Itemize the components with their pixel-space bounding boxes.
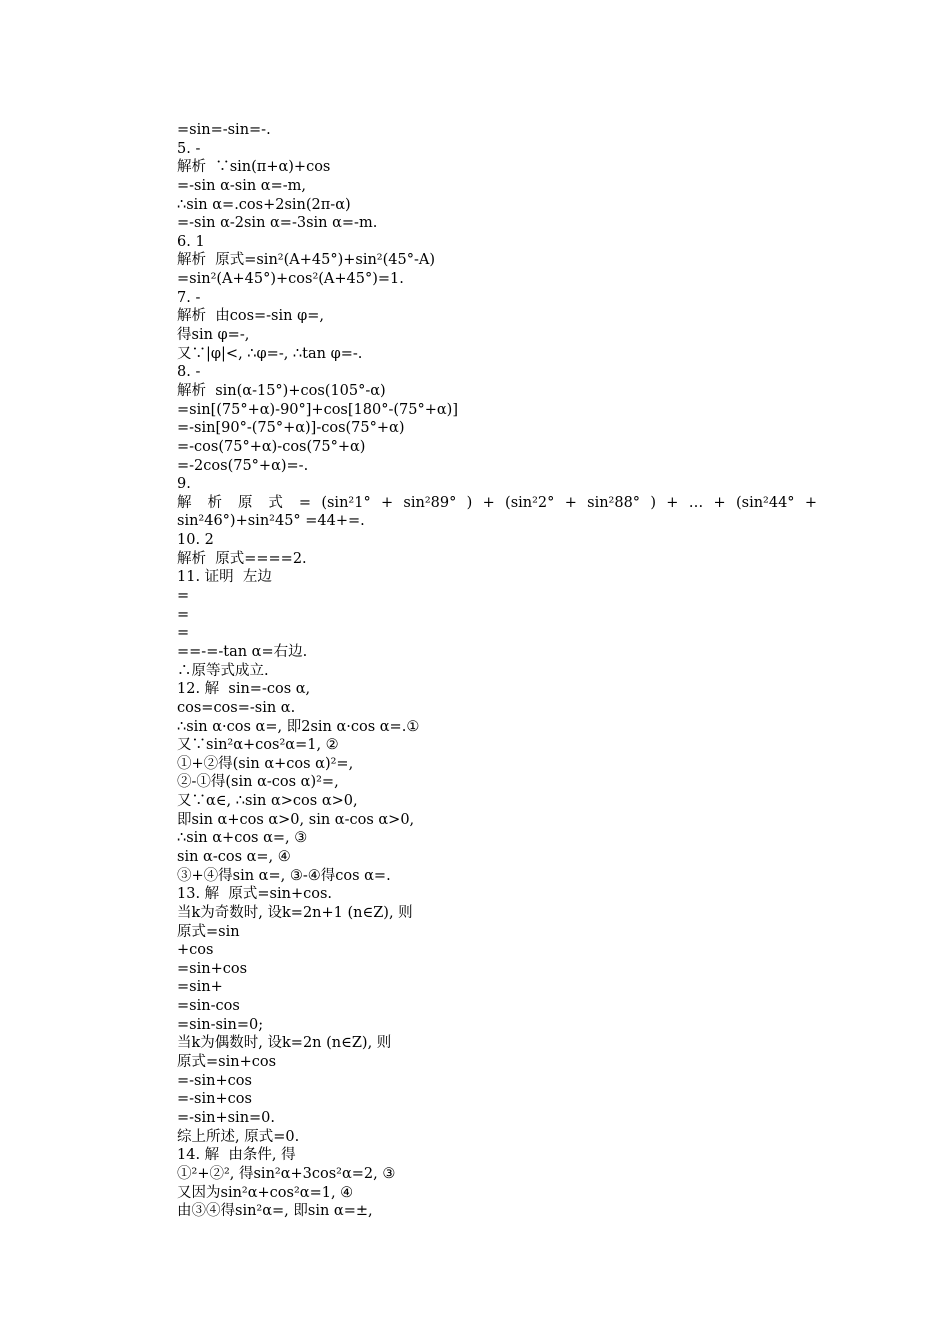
text-line: =-cos(75°+α)-cos(75°+α) (177, 438, 366, 455)
text-line: 5. - (177, 140, 201, 157)
text-line: cos=cos=-sin α. (177, 699, 296, 716)
text-line: =-sin+cos (177, 1072, 252, 1089)
text-line: 又∵α∈, ∴sin α>cos α>0, (177, 793, 358, 810)
text-line: =-sin α-sin α=-m, (177, 177, 306, 194)
text-line: ∴sin α=.cos+2sin(2π-α) (177, 196, 351, 213)
answer-sheet-page (177, 121, 817, 1221)
text-line: =sin-cos (177, 998, 240, 1015)
text-line: ②-①得(sin α-cos α)²=, (177, 774, 339, 791)
text-line: 又因为sin²α+cos²α=1, ④ (177, 1184, 354, 1201)
text-line: =sin=-sin=-. (177, 122, 271, 138)
text-line: sin α-cos α=, ④ (177, 848, 291, 865)
text-line: ∴原等式成立. (177, 662, 269, 679)
text-line: ∴sin α·cos α=, 即2sin α·cos α=.① (177, 718, 420, 735)
text-line: ①²+②², 得sin²α+3cos²α=2, ③ (177, 1165, 396, 1182)
text-line: ③+④得sin α=, ③-④得cos α=. (177, 867, 391, 884)
text-line: =sin²(A+45°)+cos²(A+45°)=1. (177, 271, 404, 288)
text-line: 13. 解 原式=sin+cos. (177, 886, 333, 903)
text-line: =sin+ (177, 979, 223, 996)
text-line: =-2cos(75°+α)=-. (177, 457, 309, 474)
text-line: =sin+cos (177, 960, 248, 977)
text-line: 又∵|φ|<, ∴φ=-, ∴tan φ=-. (177, 345, 363, 362)
text-line: 当k为偶数时, 设k=2n (n∈Z), 则 (177, 1035, 392, 1052)
text-line: ①+②得(sin α+cos α)²=, (177, 755, 354, 772)
text-line-justified: 解 析 原 式 = (sin²1° + sin²89° ) + (sin²2° + sin²88° ) + … + (sin²44° + (177, 494, 817, 511)
text-line: 解析 ∵sin(π+α)+cos (177, 159, 331, 176)
text-line: =-sin[90°-(75°+α)]-cos(75°+α) (177, 420, 405, 437)
text-line: 解析 原式=sin²(A+45°)+sin²(45°-A) (177, 252, 435, 269)
text-line: 原式=sin+cos (177, 1054, 277, 1071)
text-line: 由③④得sin²α=, 即sin α=±, (177, 1203, 373, 1220)
text-line: ∴sin α+cos α=, ③ (177, 830, 308, 847)
text-line: 9. (177, 476, 191, 493)
text-line: 8. - (177, 364, 201, 381)
text-line: 又∵sin²α+cos²α=1, ② (177, 737, 339, 754)
text-line: 解析 原式====2. (177, 550, 307, 567)
text-line: 解析 sin(α-15°)+cos(105°-α) (177, 382, 386, 399)
text-line: 原式=sin (177, 923, 240, 940)
text-line: =-sin α-2sin α=-3sin α=-m. (177, 215, 378, 232)
text-line: =-sin+sin=0. (177, 1109, 276, 1126)
text-line: 得sin φ=-, (177, 327, 250, 344)
text-line: 12. 解 sin=-cos α, (177, 681, 311, 698)
text-line: +cos (177, 942, 214, 959)
text-line: = (177, 606, 190, 623)
text-line: 解析 由cos=-sin φ=, (177, 308, 324, 325)
text-line: =sin[(75°+α)-90°]+cos[180°-(75°+α)] (177, 401, 458, 418)
text-line: 11. 证明 左边 (177, 569, 272, 586)
text-line: 14. 解 由条件, 得 (177, 1147, 296, 1164)
text-line: ==-=-tan α=右边. (177, 643, 308, 660)
text-line: 当k为奇数时, 设k=2n+1 (n∈Z), 则 (177, 904, 413, 921)
text-line: sin²46°)+sin²45° =44+=. (177, 513, 365, 530)
text-line: 7. - (177, 289, 201, 306)
text-line: =sin-sin=0; (177, 1016, 264, 1033)
text-line: = (177, 588, 190, 605)
text-line: 10. 2 (177, 532, 214, 549)
text-line: = (177, 625, 190, 642)
text-line: 6. 1 (177, 233, 205, 250)
text-line: 综上所述, 原式=0. (177, 1128, 300, 1145)
text-line: 即sin α+cos α>0, sin α-cos α>0, (177, 811, 415, 828)
text-line: =-sin+cos (177, 1091, 252, 1108)
